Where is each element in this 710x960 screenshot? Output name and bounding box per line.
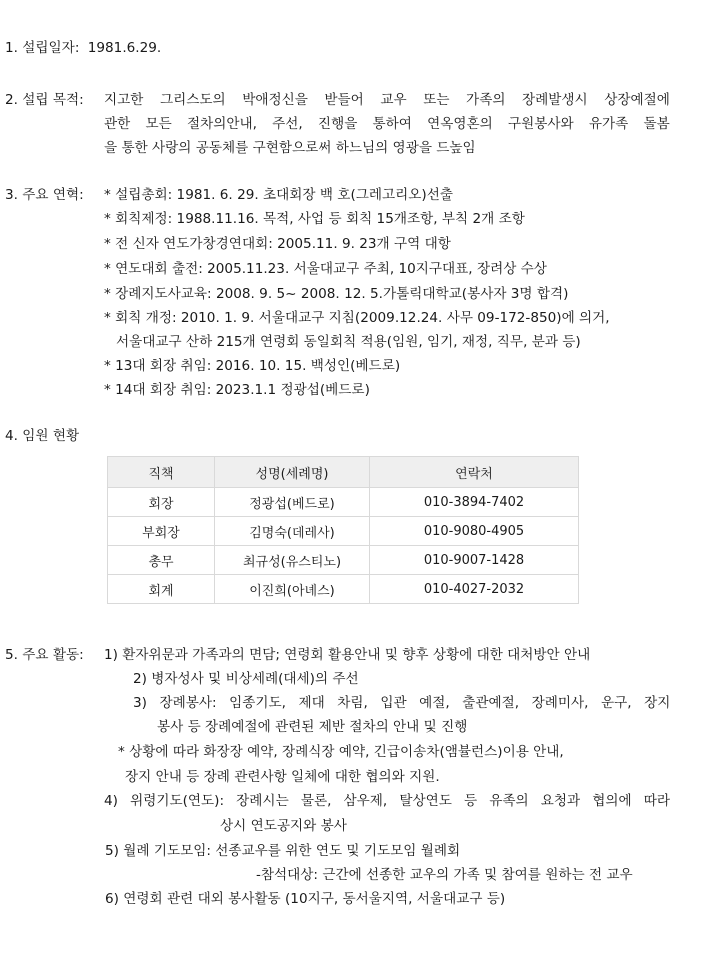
history-item: * 회칙제정: 1988.11.16. 목적, 사업 등 회칙 15개조항, 부칙 2개 조항	[104, 211, 525, 227]
activity-line: 봉사 등 장례예절에 관련된 제반 절차의 안내 및 진행	[157, 719, 468, 735]
table-row	[108, 546, 579, 575]
cell-contact: 010-9080-4905	[370, 517, 579, 546]
founding-date: 1981.6.29.	[87, 40, 162, 56]
header-position: 직책	[108, 457, 215, 488]
activity-line: -참석대상: 근간에 선종한 교우의 가족 및 참여를 원하는 전 교우	[256, 867, 633, 883]
activity-line: 2) 병자성사 및 비상세례(대세)의 주선	[133, 671, 359, 687]
history-item: * 전 신자 연도가창경연대회: 2005.11. 9. 23개 구역 대항	[104, 236, 451, 252]
cell-name: 최규성(유스티노)	[215, 546, 370, 575]
table-row	[108, 488, 579, 517]
activity-line: 장지 안내 등 장례 관련사항 일체에 대한 협의와 지원.	[125, 769, 440, 785]
section-1-label: 1. 설립일자:	[5, 40, 80, 56]
history-item: * 연도대회 출전: 2005.11.23. 서울대교구 주최, 10지구대표, 장려상 수상	[104, 261, 547, 277]
section-5-label: 5. 주요 활동:	[5, 647, 84, 663]
cell-position: 회계	[108, 575, 215, 604]
staff-table	[107, 456, 579, 604]
cell-name: 정광섭(베드로)	[215, 488, 370, 517]
activity-line: 4) 위령기도(연도): 장례시는 물론, 삼우제, 탈상연도 등 유족의 요청과 협의에 따라	[104, 793, 671, 809]
section-1	[5, 39, 161, 57]
section-4-label: 4. 임원 현황	[5, 428, 80, 444]
history-item: * 장례지도사교육: 2008. 9. 5~ 2008. 12. 5.가톨릭대학교(봉사자 3명 합격)	[104, 286, 569, 302]
activity-line: 상시 연도공지와 봉사	[220, 818, 347, 834]
cell-name: 김명숙(데레사)	[215, 517, 370, 546]
purpose-line: 관한 모든 절차의안내, 주선, 진행을 통하여 연옥영혼의 구원봉사와 유가족 돌봄	[104, 116, 670, 132]
section-3-label: 3. 주요 연혁:	[5, 187, 84, 203]
cell-name: 이진희(아녜스)	[215, 575, 370, 604]
history-item: 서울대교구 산하 215개 연령회 동일회칙 적용(임원, 임기, 재정, 직무, 분과 등)	[116, 334, 581, 350]
purpose-line: 을 통한 사랑의 공동체를 구현함으로써 하느님의 영광을 드높임	[104, 140, 476, 156]
cell-position: 총무	[108, 546, 215, 575]
activity-line: 1) 환자위문과 가족과의 면담; 연령회 활용안내 및 향후 상황에 대한 대처방안 안내	[104, 647, 591, 663]
purpose-line: 지고한 그리스도의 박애정신을 받들어 교우 또는 가족의 장례발생시 상장예절에	[104, 92, 670, 108]
activity-line: 6) 연령회 관련 대외 봉사활동 (10지구, 동서울지역, 서울대교구 등)	[105, 891, 506, 907]
history-item: * 13대 회장 취임: 2016. 10. 15. 백성인(베드로)	[104, 358, 401, 374]
cell-contact: 010-9007-1428	[370, 546, 579, 575]
cell-contact: 010-3894-7402	[370, 488, 579, 517]
table-header-row	[108, 457, 579, 488]
history-item: * 설립총회: 1981. 6. 29. 초대회장 백 호(그레고리오)선출	[104, 187, 453, 203]
section-2-label: 2. 설립 목적:	[5, 92, 84, 108]
cell-position: 부회장	[108, 517, 215, 546]
activity-line: 3) 장례봉사: 임종기도, 제대 차림, 입관 예절, 출관예절, 장례미사, 운구, 장지	[133, 695, 671, 711]
cell-position: 회장	[108, 488, 215, 517]
header-contact: 연락처	[370, 457, 579, 488]
cell-contact: 010-4027-2032	[370, 575, 579, 604]
history-item: * 14대 회장 취임: 2023.1.1 정광섭(베드로)	[104, 382, 370, 398]
activity-line: * 상황에 따라 화장장 예약, 장례식장 예약, 긴급이송차(앰뷸런스)이용 안내,	[118, 744, 564, 760]
table-row	[108, 517, 579, 546]
activity-line: 5) 월례 기도모임: 선종교우를 위한 연도 및 기도모임 월례회	[105, 843, 461, 859]
header-name: 성명(세례명)	[215, 457, 370, 488]
table-row	[108, 575, 579, 604]
history-item: * 회칙 개정: 2010. 1. 9. 서울대교구 지침(2009.12.24. 사무 09-172-850)에 의거,	[104, 310, 610, 326]
